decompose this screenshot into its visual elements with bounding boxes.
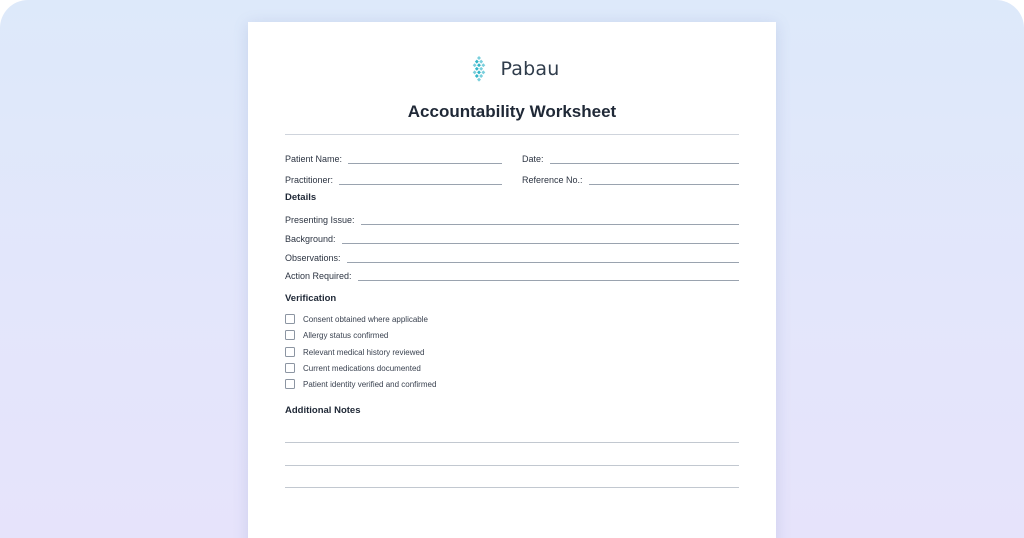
reference-no-line[interactable]: [589, 174, 739, 185]
logo-dot: [474, 60, 478, 64]
verification-item[interactable]: [285, 362, 421, 374]
logo-dot: [481, 70, 485, 74]
background-line[interactable]: [342, 233, 739, 244]
verification-item[interactable]: [285, 378, 436, 390]
page-title: Accountability Worksheet: [407, 102, 617, 121]
verification-item[interactable]: [285, 313, 428, 325]
logo-dot: [477, 78, 481, 82]
observations-label: Observations:: [285, 253, 341, 263]
background-field[interactable]: [285, 230, 739, 244]
verification-item-label: Patient identity verified and confirmed: [303, 379, 437, 389]
logo-dot: [477, 63, 481, 67]
observations-line[interactable]: [347, 252, 739, 263]
pabau-logo-icon: [465, 55, 493, 83]
logo-dot: [474, 74, 478, 78]
reference-no-label: Reference No.:: [522, 175, 583, 185]
notes-line[interactable]: [285, 442, 739, 443]
logo-dot: [481, 63, 485, 67]
patient-name-label: Patient Name:: [285, 154, 343, 164]
presenting-issue-field[interactable]: [285, 211, 739, 225]
details-heading: Details: [285, 192, 317, 203]
presenting-issue-label: Presenting Issue:: [285, 215, 355, 225]
title-divider: [285, 134, 739, 135]
checkbox[interactable]: [285, 330, 295, 340]
notes-line[interactable]: [285, 465, 739, 466]
practitioner-field[interactable]: [285, 171, 502, 185]
logo-dot: [479, 60, 483, 64]
logo-dot: [477, 70, 481, 74]
logo-dot: [479, 67, 483, 71]
checkbox[interactable]: [285, 363, 295, 373]
background-label: Background:: [285, 234, 336, 244]
practitioner-line[interactable]: [339, 174, 502, 185]
presenting-issue-line[interactable]: [361, 214, 739, 225]
brand-name: Pabau: [500, 58, 560, 80]
date-label: Date:: [522, 154, 544, 164]
observations-field[interactable]: [285, 249, 739, 263]
patient-name-line[interactable]: [348, 153, 502, 164]
verification-item-label: Consent obtained where applicable: [303, 314, 428, 324]
checkbox[interactable]: [285, 347, 295, 357]
checkbox[interactable]: [285, 314, 295, 324]
verification-item[interactable]: [285, 329, 388, 341]
brand-header: [285, 54, 739, 84]
verification-item-label: Allergy status confirmed: [303, 330, 389, 340]
reference-no-field[interactable]: [522, 171, 739, 185]
logo-dot: [472, 63, 476, 67]
action-required-line[interactable]: [358, 270, 739, 281]
additional-notes-heading: Additional Notes: [285, 405, 361, 416]
date-field[interactable]: [522, 150, 739, 164]
logo-dot: [479, 74, 483, 78]
action-required-label: Action Required:: [285, 271, 352, 281]
verification-item-label: Current medications documented: [303, 363, 421, 373]
verification-item-label: Relevant medical history reviewed: [303, 347, 425, 357]
patient-name-field[interactable]: [285, 150, 502, 164]
action-required-field[interactable]: [285, 267, 739, 281]
verification-heading: Verification: [285, 293, 337, 304]
date-line[interactable]: [550, 153, 739, 164]
logo-dot: [472, 70, 476, 74]
practitioner-label: Practitioner:: [285, 175, 334, 185]
logo-dot: [477, 56, 481, 60]
verification-item[interactable]: [285, 346, 424, 358]
notes-line[interactable]: [285, 487, 739, 488]
checkbox[interactable]: [285, 379, 295, 389]
worksheet-page: [248, 22, 776, 538]
logo-dot: [474, 67, 478, 71]
